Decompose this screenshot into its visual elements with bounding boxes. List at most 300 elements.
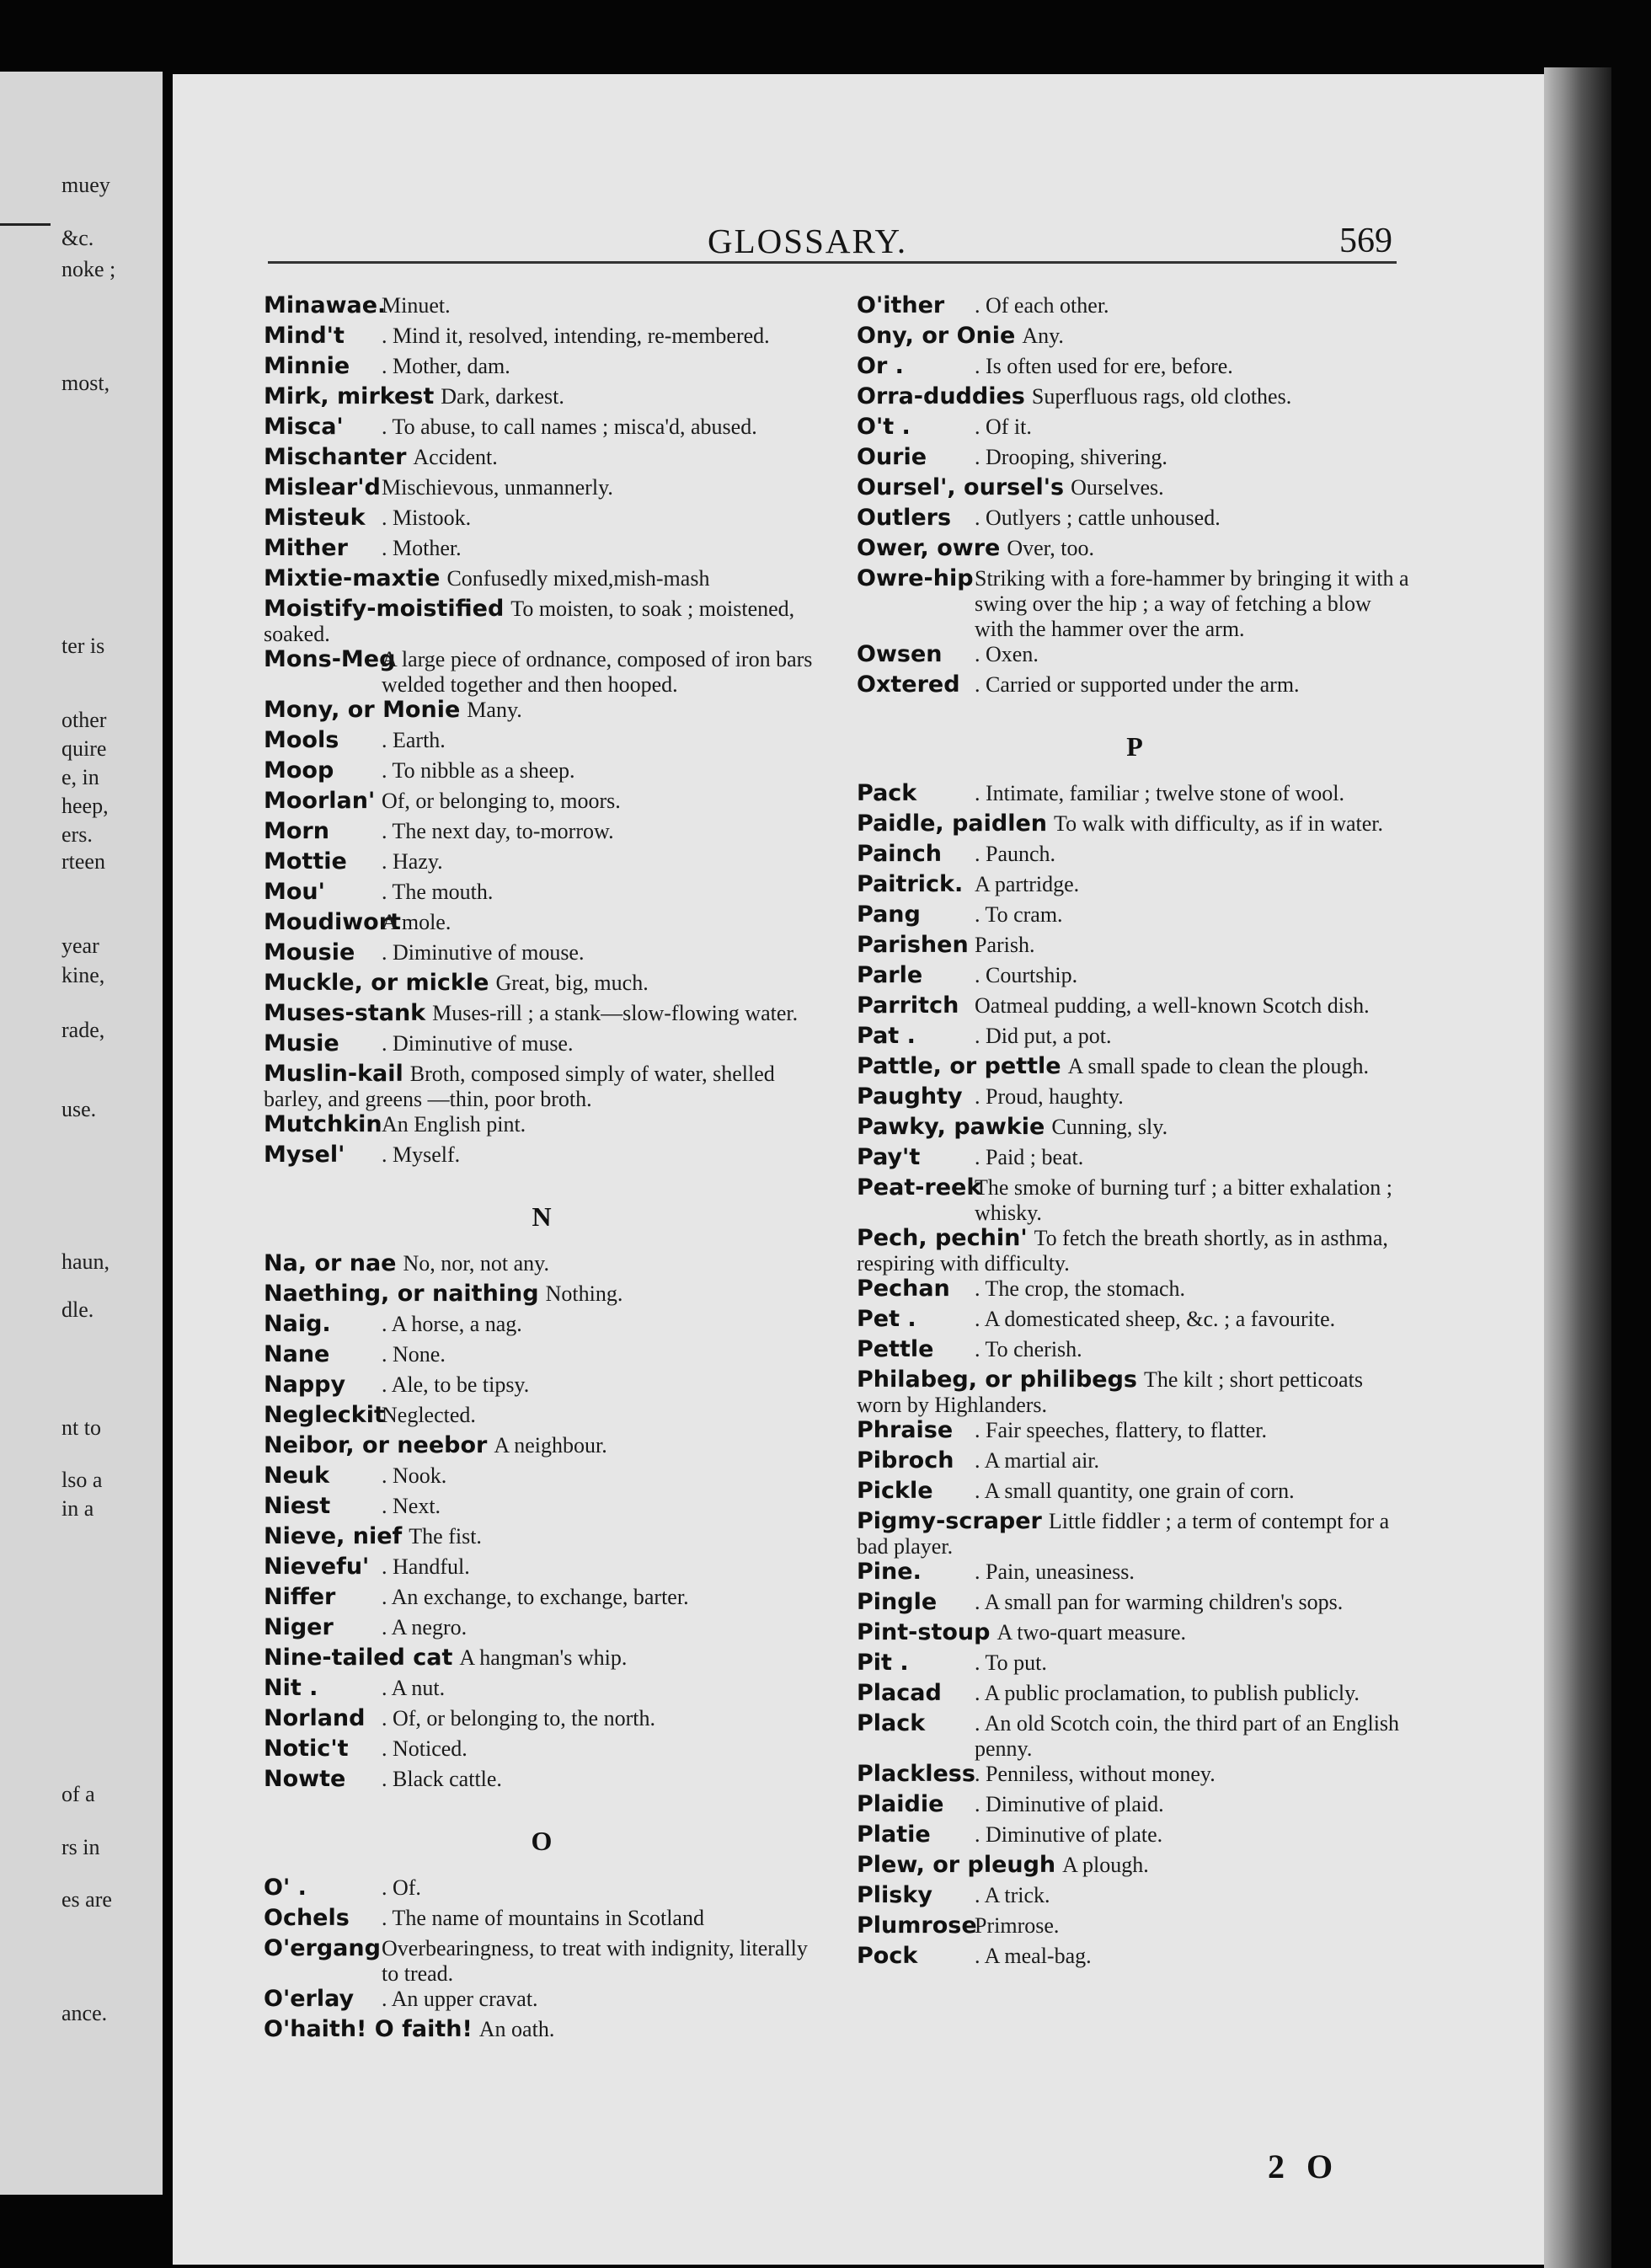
left-page-text-fragment: ers. <box>61 822 93 847</box>
left-page-text-fragment: rteen <box>61 849 105 874</box>
headword: Mutchkin <box>264 1111 382 1137</box>
signature-mark: 2 O <box>1268 2148 1340 2185</box>
running-head: GLOSSARY. <box>708 222 908 260</box>
definition: . To abuse, to call names ; misca'd, abused. <box>382 415 757 439</box>
definition: . An upper cravat. <box>382 1987 538 2011</box>
definition: The kilt ; short petticoats worn by Highlanders. <box>857 1367 1363 1417</box>
glossary-entry <box>857 1479 1413 1509</box>
definition: . Mother, dam. <box>382 354 510 378</box>
glossary-entry <box>857 963 1413 993</box>
glossary-entry <box>264 1524 820 1554</box>
headword: Pawky, pawkie <box>857 1114 1045 1140</box>
glossary-entry <box>857 1681 1413 1711</box>
definition: . Mind it, resolved, intending, re-membered. <box>382 324 770 348</box>
glossary-entry <box>264 293 820 324</box>
left-page-text-fragment: most, <box>61 371 110 395</box>
definition: The fist. <box>409 1524 482 1549</box>
headword: Mou' <box>264 879 325 905</box>
headword: Misteuk <box>264 505 366 531</box>
glossary-entry <box>857 1559 1413 1590</box>
section-letter: P <box>1126 731 1143 762</box>
headword: O'ither <box>857 292 945 318</box>
definition: To moisten, to soak ; moistened, soaked. <box>264 596 795 646</box>
headword: Mons-Meg <box>264 646 396 672</box>
left-page-rule <box>0 223 51 226</box>
definition: A two-quart measure. <box>996 1620 1187 1645</box>
left-page-fragment <box>0 72 163 2195</box>
left-page-text-fragment: e, in <box>61 765 99 789</box>
definition: . Diminutive of plate. <box>975 1822 1163 1847</box>
headword: Misca' <box>264 414 344 440</box>
definition: Great, big, much. <box>495 971 649 995</box>
glossary-entry <box>264 1372 820 1403</box>
glossary-entry <box>857 475 1413 505</box>
definition: . The crop, the stomach. <box>975 1276 1186 1301</box>
definition: A hangman's whip. <box>459 1645 628 1670</box>
headword: Mind't <box>264 323 345 349</box>
definition: . A nut. <box>382 1676 446 1700</box>
definition: . An exchange, to exchange, barter. <box>382 1585 689 1609</box>
left-page-text-fragment: year <box>61 933 99 958</box>
definition: . Next. <box>382 1494 441 1518</box>
headword: Ochels <box>264 1905 350 1931</box>
glossary-entry <box>857 1276 1413 1307</box>
page-number: 569 <box>1339 222 1392 260</box>
glossary-entry <box>264 728 820 758</box>
headword: Pettle <box>857 1336 934 1362</box>
glossary-entry <box>264 819 820 849</box>
headword: Or . <box>857 353 904 379</box>
left-page-text-fragment: &c. <box>61 226 94 250</box>
headword: Phraise <box>857 1417 954 1443</box>
definition: . An old Scotch coin, the third part of an English penny. <box>975 1711 1400 1761</box>
headword: Oxtered <box>857 671 960 698</box>
headword: O't . <box>857 414 911 440</box>
headword: Minnie <box>264 353 350 379</box>
definition: . Handful. <box>382 1554 470 1579</box>
headword: Pock <box>857 1943 918 1969</box>
glossary-entry <box>857 1175 1413 1226</box>
glossary-entry <box>857 1367 1413 1418</box>
definition: Confusedly mixed,mish-mash <box>446 566 710 591</box>
glossary-entry <box>264 1031 820 1062</box>
left-page-text-fragment: ter is <box>61 634 105 658</box>
headword: Pang <box>857 901 921 928</box>
headword: Ourie <box>857 444 927 470</box>
glossary-entry <box>857 1650 1413 1681</box>
headword: Mools <box>264 727 339 753</box>
glossary-entry <box>264 1001 820 1031</box>
left-page-text-fragment: heep, <box>61 794 109 818</box>
left-page-text-fragment: kine, <box>61 963 105 987</box>
definition: . Hazy. <box>382 849 443 874</box>
glossary-entry <box>857 993 1413 1024</box>
headword: Paidle, paidlen <box>857 810 1048 837</box>
glossary-entry <box>264 1906 820 1936</box>
headword: Platie <box>857 1821 931 1848</box>
glossary-entry <box>264 1987 820 2017</box>
definition: Mischievous, unmannerly. <box>382 475 613 500</box>
definition: . Diminutive of mouse. <box>382 940 585 965</box>
definition: . A small quantity, one grain of corn. <box>975 1479 1295 1503</box>
headword: Pay't <box>857 1144 921 1170</box>
definition: Cunning, sly. <box>1051 1115 1168 1139</box>
definition: . Of, or belonging to, the north. <box>382 1706 655 1730</box>
definition: . Black cattle. <box>382 1767 502 1791</box>
glossary-entry <box>264 1312 820 1342</box>
headword: Mony, or Monie <box>264 697 461 723</box>
glossary-entry <box>857 1944 1413 1974</box>
glossary-entry <box>857 1145 1413 1175</box>
headword: Mischanter <box>264 444 407 470</box>
definition: Dark, darkest. <box>441 384 564 409</box>
glossary-entry <box>857 1509 1413 1559</box>
headword: Moorlan' <box>264 788 376 814</box>
headword: Owsen <box>857 641 943 667</box>
glossary-entry <box>264 1433 820 1463</box>
definition: An English pint. <box>382 1112 526 1137</box>
headword: Painch <box>857 841 942 867</box>
glossary-entry <box>857 811 1413 842</box>
header-rule <box>268 261 1397 264</box>
definition: . To cram. <box>975 902 1063 927</box>
headword: Na, or nae <box>264 1250 397 1276</box>
definition: . Outlyers ; cattle unhoused. <box>975 505 1221 530</box>
left-page-text-fragment: es are <box>61 1887 112 1912</box>
headword: O'haith! O faith! <box>264 2016 473 2042</box>
glossary-entry <box>264 698 820 728</box>
definition: . Of each other. <box>975 293 1109 318</box>
headword: Naig. <box>264 1311 331 1337</box>
glossary-entry <box>857 902 1413 933</box>
glossary-entry <box>264 1875 820 1906</box>
definition: . Carried or supported under the arm. <box>975 672 1300 697</box>
headword: Placad <box>857 1680 942 1706</box>
definition: An oath. <box>478 2017 555 2041</box>
definition: . The mouth. <box>382 880 494 904</box>
headword: Pigmy-scraper <box>857 1508 1042 1534</box>
left-page-text-fragment: muey <box>61 173 110 197</box>
left-page-text-fragment: ance. <box>61 2001 108 2025</box>
headword: Mislear'd <box>264 474 381 500</box>
headword: Owre-hip <box>857 565 974 591</box>
definition: A plough. <box>1062 1853 1149 1877</box>
glossary-entry <box>857 415 1413 445</box>
headword: Pattle, or pettle <box>857 1053 1061 1079</box>
glossary-entry <box>857 1913 1413 1944</box>
definition: . A public proclamation, to publish publicly. <box>975 1681 1360 1705</box>
definition: . Noticed. <box>382 1736 468 1761</box>
definition: A large piece of ordnance, composed of iron bars welded together and then hooped. <box>382 647 813 697</box>
headword: Neuk <box>264 1463 330 1489</box>
glossary-entry <box>857 293 1413 324</box>
headword: Pit . <box>857 1650 909 1676</box>
glossary-entry <box>857 1084 1413 1115</box>
glossary-entry <box>264 445 820 475</box>
definition: . None. <box>382 1342 446 1367</box>
headword: Philabeg, or philibegs <box>857 1367 1137 1393</box>
glossary-entry <box>264 505 820 536</box>
headword: Pack <box>857 780 917 806</box>
section-letter: O <box>531 1826 553 1856</box>
glossary-entry <box>857 1822 1413 1853</box>
headword: Musie <box>264 1030 339 1056</box>
glossary-entry <box>857 1853 1413 1883</box>
glossary-entry <box>857 781 1413 811</box>
headword: Mottie <box>264 848 347 875</box>
glossary-entry <box>264 1676 820 1706</box>
definition: Over, too. <box>1007 536 1095 560</box>
definition: . Ale, to be tipsy. <box>382 1372 530 1397</box>
headword: Pet . <box>857 1306 916 1332</box>
glossary-entry <box>857 672 1413 703</box>
headword: Nit . <box>264 1675 318 1701</box>
headword: Nine-tailed cat <box>264 1645 453 1671</box>
definition: . A negro. <box>382 1615 468 1639</box>
definition: Striking with a fore-hammer by bringing it with a swing over the hip ; a way of fetching a blow with the hammer over the arm. <box>975 566 1409 641</box>
headword: Plackless <box>857 1761 975 1787</box>
glossary-entry <box>857 842 1413 872</box>
definition: . Of. <box>382 1875 421 1900</box>
section-letter: N <box>532 1201 552 1232</box>
headword: Muslin-kail <box>264 1061 403 1087</box>
glossary-entry <box>264 566 820 596</box>
definition: . Pain, uneasiness. <box>975 1559 1135 1584</box>
definition: Little fiddler ; a term of contempt for a bad player. <box>857 1509 1390 1559</box>
glossary-entry <box>264 849 820 880</box>
headword: Plaidie <box>857 1791 944 1817</box>
glossary-entry <box>857 505 1413 536</box>
headword: Morn <box>264 818 329 844</box>
left-page-text-fragment: lso a <box>61 1468 103 1492</box>
headword: Pechan <box>857 1276 950 1302</box>
headword: Plumrose <box>857 1912 977 1939</box>
definition: Many. <box>467 698 522 722</box>
left-page-text-fragment: in a <box>61 1496 94 1521</box>
definition: Any. <box>1022 324 1064 348</box>
definition: . Did put, a pot. <box>975 1024 1112 1048</box>
glossary-entry <box>264 1251 820 1281</box>
glossary-entry <box>857 1226 1413 1276</box>
definition: . Oxen. <box>975 642 1039 666</box>
definition: . Proud, haughty. <box>975 1084 1124 1109</box>
definition: . The next day, to-morrow. <box>382 819 614 843</box>
left-page-text-fragment: rade, <box>61 1018 105 1042</box>
headword: Mousie <box>264 939 355 966</box>
definition: . To put. <box>975 1650 1047 1675</box>
headword: Mither <box>264 535 348 561</box>
headword: Oursel', oursel's <box>857 474 1065 500</box>
left-page-text-fragment: rs in <box>61 1835 100 1859</box>
definition: Superfluous rags, old clothes. <box>1031 384 1292 409</box>
definition: A neighbour. <box>494 1433 607 1458</box>
headword: Parritch <box>857 992 959 1019</box>
definition: To fetch the breath shortly, as in asthma, respiring with difficulty. <box>857 1226 1388 1276</box>
glossary-entry <box>264 324 820 354</box>
headword: Ower, owre <box>857 535 1001 561</box>
headword: O' . <box>264 1875 307 1901</box>
definition: . Myself. <box>382 1142 461 1167</box>
headword: Mirk, mirkest <box>264 383 435 409</box>
definition: . Nook. <box>382 1463 447 1488</box>
definition: . Fair speeches, flattery, to flatter. <box>975 1418 1268 1442</box>
glossary-entry <box>857 354 1413 384</box>
headword: Pickle <box>857 1478 933 1504</box>
glossary-entry <box>264 940 820 971</box>
left-page-text-fragment: quire <box>61 736 107 761</box>
definition: . Diminutive of muse. <box>382 1031 574 1056</box>
glossary-entry <box>264 1463 820 1494</box>
headword: Mysel' <box>264 1142 345 1168</box>
headword: Outlers <box>857 505 952 531</box>
headword: Mixtie-maxtie <box>264 565 441 591</box>
headword: Nowte <box>264 1766 346 1792</box>
glossary-entry <box>264 647 820 698</box>
headword: Minawae. <box>264 292 387 318</box>
headword: Parle <box>857 962 923 988</box>
definition: Oatmeal pudding, a well-known Scotch dish. <box>975 993 1370 1018</box>
definition: Neglected. <box>382 1403 476 1427</box>
headword: Niffer <box>264 1584 336 1610</box>
definition: Muses-rill ; a stank—slow-flowing water. <box>432 1001 799 1025</box>
glossary-entry <box>857 445 1413 475</box>
definition: No, nor, not any. <box>403 1251 549 1276</box>
definition: Accident. <box>413 445 498 469</box>
glossary-entry <box>264 1494 820 1524</box>
glossary-entry <box>857 1711 1413 1762</box>
definition: . The name of mountains in Scotland <box>382 1906 704 1930</box>
glossary-entry <box>857 933 1413 963</box>
left-page-text-fragment: other <box>61 708 107 732</box>
headword: Plisky <box>857 1882 932 1908</box>
glossary-entry <box>857 1792 1413 1822</box>
headword: Niest <box>264 1493 331 1519</box>
glossary-entry <box>857 642 1413 672</box>
left-page-text-fragment: use. <box>61 1097 97 1121</box>
glossary-entry <box>264 971 820 1001</box>
glossary-column-left <box>264 293 820 2047</box>
definition: . To cherish. <box>975 1337 1082 1361</box>
glossary-entry <box>857 1307 1413 1337</box>
glossary-entry <box>264 1554 820 1585</box>
glossary-entry <box>264 1736 820 1767</box>
glossary-entry <box>857 1762 1413 1792</box>
headword: Moistify-moistified <box>264 596 505 622</box>
glossary-entry <box>264 789 820 819</box>
glossary-entry <box>264 475 820 505</box>
glossary-entry <box>264 1281 820 1312</box>
glossary-entry <box>857 1590 1413 1620</box>
headword: Ony, or Onie <box>857 323 1016 349</box>
left-page-text-fragment: noke ; <box>61 257 116 281</box>
headword: Muses-stank <box>264 1000 426 1026</box>
glossary-entry <box>264 596 820 647</box>
headword: O'erlay <box>264 1986 355 2012</box>
definition: . Mistook. <box>382 505 472 530</box>
headword: Pingle <box>857 1589 938 1615</box>
glossary-entry <box>264 1142 820 1173</box>
glossary-entry <box>857 324 1413 354</box>
headword: Pech, pechin' <box>857 1225 1028 1251</box>
glossary-entry <box>264 758 820 789</box>
definition: . A trick. <box>975 1883 1050 1907</box>
headword: Paitrick. <box>857 871 964 897</box>
definition: . A domesticated sheep, &c. ; a favourite. <box>975 1307 1336 1331</box>
definition: . Earth. <box>382 728 446 752</box>
headword: Pibroch <box>857 1447 954 1474</box>
definition: The smoke of burning turf ; a bitter exhalation ; whisky. <box>975 1175 1393 1225</box>
glossary-entry <box>264 2017 820 2047</box>
glossary-entry <box>264 536 820 566</box>
definition: Minuet. <box>382 293 451 318</box>
headword: Negleckit <box>264 1402 385 1428</box>
headword: Plack <box>857 1710 926 1736</box>
left-page-text-fragment: haun, <box>61 1249 110 1274</box>
definition: To walk with difficulty, as if in water. <box>1054 811 1384 836</box>
headword: Nane <box>264 1341 330 1367</box>
definition: . A meal-bag. <box>975 1944 1092 1968</box>
left-page-text-fragment: dle. <box>61 1297 94 1322</box>
glossary-entry <box>264 1585 820 1615</box>
headword: O'ergang <box>264 1935 381 1961</box>
glossary-entry <box>264 1706 820 1736</box>
headword: Parishen <box>857 932 969 958</box>
headword: Pat . <box>857 1023 916 1049</box>
headword: Plew, or pleugh <box>857 1852 1056 1878</box>
definition: . Mother. <box>382 536 462 560</box>
definition: . Is often used for ere, before. <box>975 354 1233 378</box>
glossary-entry <box>264 1615 820 1645</box>
headword: Pint-stoup <box>857 1619 991 1645</box>
definition: . A small pan for warming children's sops. <box>975 1590 1344 1614</box>
glossary-entry <box>264 910 820 940</box>
definition: A mole. <box>382 910 451 934</box>
glossary-entry <box>264 1062 820 1112</box>
glossary-column-right <box>857 293 1413 1974</box>
definition: Overbearingness, to treat with indignity, literally to tread. <box>382 1936 808 1986</box>
definition: . To nibble as a sheep. <box>382 758 575 783</box>
headword: Moop <box>264 757 334 784</box>
glossary-entry <box>857 1337 1413 1367</box>
definition: Ourselves. <box>1071 475 1164 500</box>
definition: . A horse, a nag. <box>382 1312 522 1336</box>
glossary-entry <box>264 1403 820 1433</box>
glossary-entry <box>857 872 1413 902</box>
glossary-entry <box>857 536 1413 566</box>
definition: . Intimate, familiar ; twelve stone of wool. <box>975 781 1344 805</box>
definition: . Of it. <box>975 415 1032 439</box>
headword: Pine. <box>857 1559 922 1585</box>
headword: Nievefu' <box>264 1554 370 1580</box>
glossary-entry <box>264 1767 820 1797</box>
definition: . Paunch. <box>975 842 1056 866</box>
page-edge-shadow <box>1544 67 1611 2268</box>
glossary-entry <box>857 384 1413 415</box>
glossary-entry <box>857 1418 1413 1448</box>
glossary-entry <box>857 1620 1413 1650</box>
glossary-entry <box>264 354 820 384</box>
left-page-text-fragment: nt to <box>61 1415 101 1440</box>
definition: Of, or belonging to, moors. <box>382 789 621 813</box>
glossary-entry <box>264 415 820 445</box>
glossary-entry <box>857 1024 1413 1054</box>
headword: Muckle, or mickle <box>264 970 489 996</box>
headword: Nappy <box>264 1372 346 1398</box>
glossary-entry <box>857 1448 1413 1479</box>
definition: A small spade to clean the plough. <box>1067 1054 1370 1078</box>
definition: . A martial air. <box>975 1448 1100 1473</box>
glossary-entry <box>857 566 1413 642</box>
